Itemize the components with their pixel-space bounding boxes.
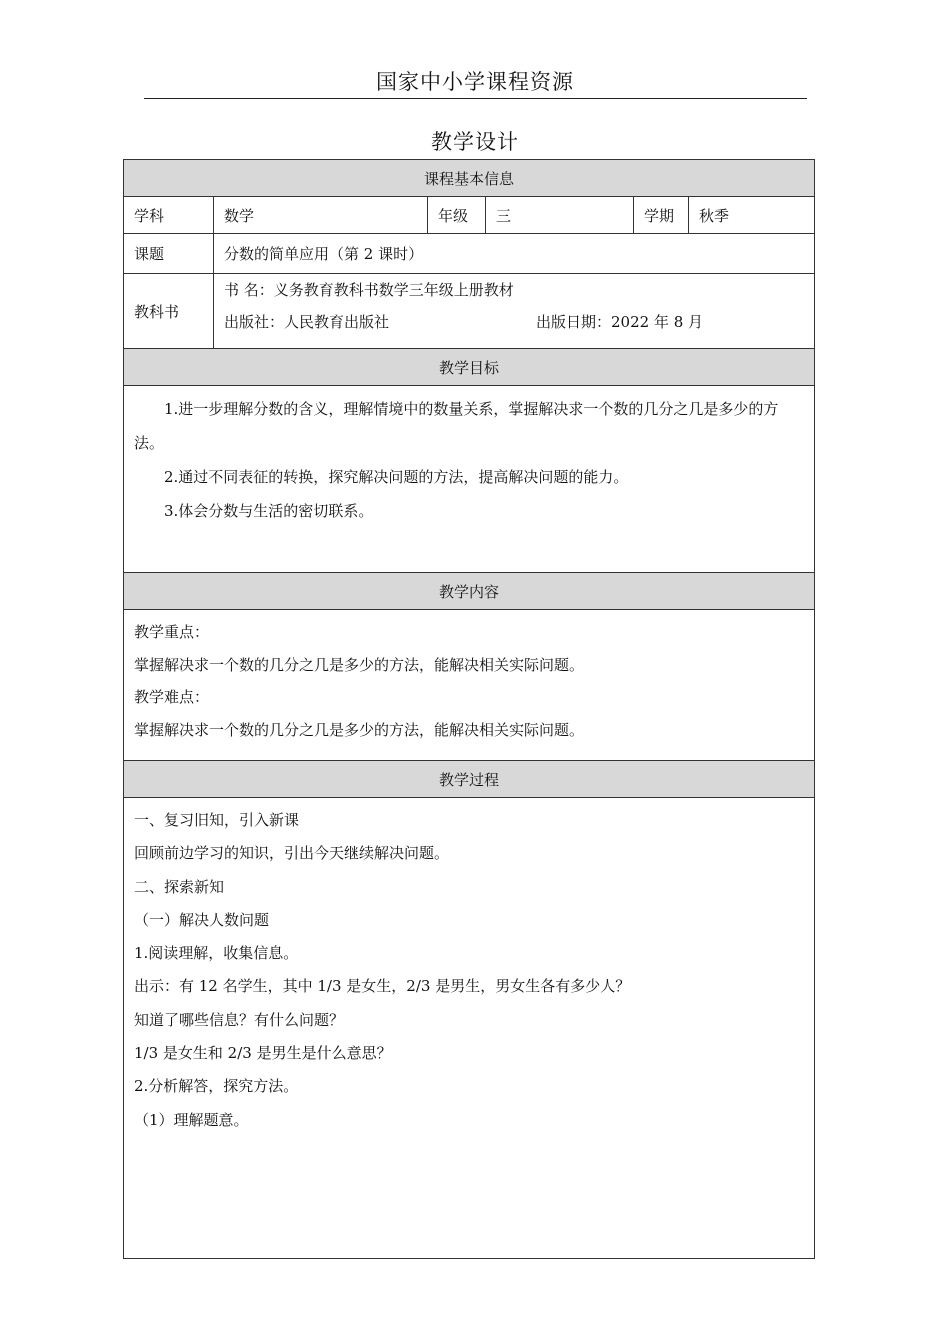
topic-value: 分数的简单应用（第 2 课时） (214, 234, 815, 274)
term-label: 学期 (634, 197, 689, 234)
subject-value: 数学 (214, 197, 428, 234)
subject-label: 学科 (124, 197, 214, 234)
process-line: （1）理解题意。 (134, 1110, 249, 1129)
process-line: 知道了哪些信息？有什么问题？ (134, 1010, 345, 1029)
content-row (124, 610, 815, 761)
book-name: 书 名：义务教育教科书数学三年级上册教材 (224, 281, 514, 299)
content-line: 掌握解决求一个数的几分之几是多少的方法，能解决相关实际问题。 (134, 720, 585, 739)
textbook-label: 教科书 (124, 274, 214, 349)
info-row-subject (124, 197, 815, 234)
lesson-plan-table (123, 159, 815, 1259)
content-line: 掌握解决求一个数的几分之几是多少的方法，能解决相关实际问题。 (134, 655, 585, 674)
section-title: 教学目标 (124, 349, 815, 386)
process-line: 二、探索新知 (134, 877, 225, 896)
goal-item: 1.进一步理解分数的含义，理解情境中的数量关系，掌握解决求一个数的几分之几是多少的方法。 (134, 400, 779, 452)
section-title: 课程基本信息 (124, 160, 815, 197)
publisher: 出版社：人民教育出版社 (224, 313, 390, 331)
process-line: 1.阅读理解，收集信息。 (134, 944, 299, 963)
section-header-goals (124, 349, 815, 386)
process-line: 回顾前边学习的知识，引出今天继续解决问题。 (134, 844, 450, 863)
section-header-content (124, 573, 815, 610)
process-body (124, 798, 815, 1259)
section-title: 教学内容 (124, 573, 815, 610)
header-divider (144, 98, 807, 99)
goal-item: 3.体会分数与生活的密切联系。 (164, 502, 374, 520)
section-header-process (124, 761, 815, 798)
process-line: 一、复习旧知，引入新课 (134, 811, 300, 829)
section-title: 教学过程 (124, 761, 815, 798)
source-title: 国家中小学课程资源 (376, 70, 574, 94)
goals-body (124, 386, 815, 573)
term-value: 秋季 (689, 197, 815, 234)
publish-date: 出版日期：2022 年 8 月 (536, 313, 704, 331)
process-line: 出示：有 12 名学生，其中 1/3 是女生，2/3 是男生，男女生各有多少人？ (134, 977, 631, 996)
goals-row (124, 386, 815, 573)
content-body (124, 610, 815, 761)
info-row-textbook (124, 274, 815, 349)
grade-label: 年级 (428, 197, 486, 234)
process-line: 1/3 是女生和 2/3 是男生是什么意思？ (134, 1044, 392, 1063)
process-line: （一）解决人数问题 (134, 910, 270, 929)
document-title: 教学设计 (431, 130, 519, 154)
goal-item: 2.通过不同表征的转换，探究解决问题的方法，提高解决问题的能力。 (164, 468, 629, 486)
process-line: 2.分析解答，探究方法。 (134, 1077, 299, 1096)
section-header-basic-info (124, 160, 815, 197)
textbook-details (214, 274, 815, 349)
info-row-topic (124, 234, 815, 274)
topic-label: 课题 (124, 234, 214, 274)
publisher-line (224, 311, 804, 343)
content-line: 教学重点： (134, 623, 210, 641)
content-line: 教学难点： (134, 688, 210, 706)
process-row (124, 798, 815, 1259)
grade-value: 三 (486, 197, 634, 234)
